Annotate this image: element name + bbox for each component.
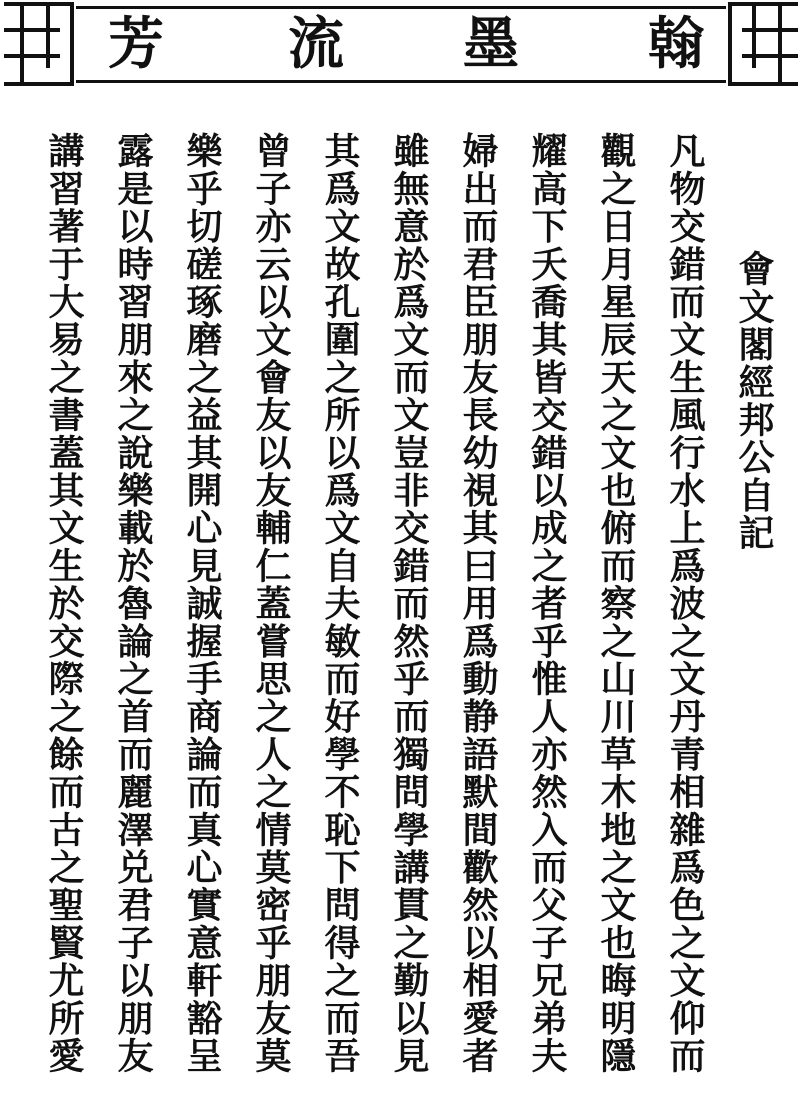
text-column: 雖無意於爲文而文豈非交錯而然乎而獨問學講貫之勤以見	[388, 132, 429, 1075]
banner-title-char: 墨	[463, 11, 519, 77]
text-column: 樂乎切磋琢磨之益其開心見誠握手商論而真心實意軒豁呈	[181, 132, 222, 1075]
header-top-rule	[0, 6, 802, 9]
article-subtitle: 會文閣經邦公自記	[733, 250, 774, 552]
text-column: 婦出而君臣朋友長幼視其曰用爲動静語默間歡然以相愛者	[457, 132, 498, 1075]
text-column: 其爲文故孔圍之所以爲文自夫敏而好學不恥下問得之而吾	[319, 132, 360, 1075]
text-column: 耀高下夭喬其皆交錯以成之者乎惟人亦然入而父子兄弟夫	[526, 132, 567, 1075]
banner-title-char: 芳	[108, 11, 164, 77]
text-column: 露是以時習朋來之說樂載於魯論之首而麗澤兑君子以朋友	[112, 132, 153, 1075]
vertical-text-body	[30, 132, 782, 1087]
text-column: 曾子亦云以文會友以友輔仁蓋嘗思之人之情莫密乎朋友莫	[250, 132, 291, 1075]
fret-corner-ornament-right-icon	[726, 0, 802, 88]
text-column: 凡物交錯而文生風行水上爲波之文丹青相雜爲色之文仰而	[664, 132, 705, 1075]
banner-title-char: 翰	[648, 11, 704, 77]
header-banner	[0, 0, 802, 88]
header-bottom-rule	[0, 80, 802, 83]
text-column: 講習著于大易之書蓋其文生於交際之餘而古之聖賢尤所愛	[43, 132, 84, 1075]
text-column: 觀之日月星辰天之文也俯而察之山川草木地之文也晦明隱	[595, 132, 636, 1075]
fret-corner-ornament-left-icon	[0, 0, 76, 88]
banner-title-char: 流	[288, 11, 344, 77]
